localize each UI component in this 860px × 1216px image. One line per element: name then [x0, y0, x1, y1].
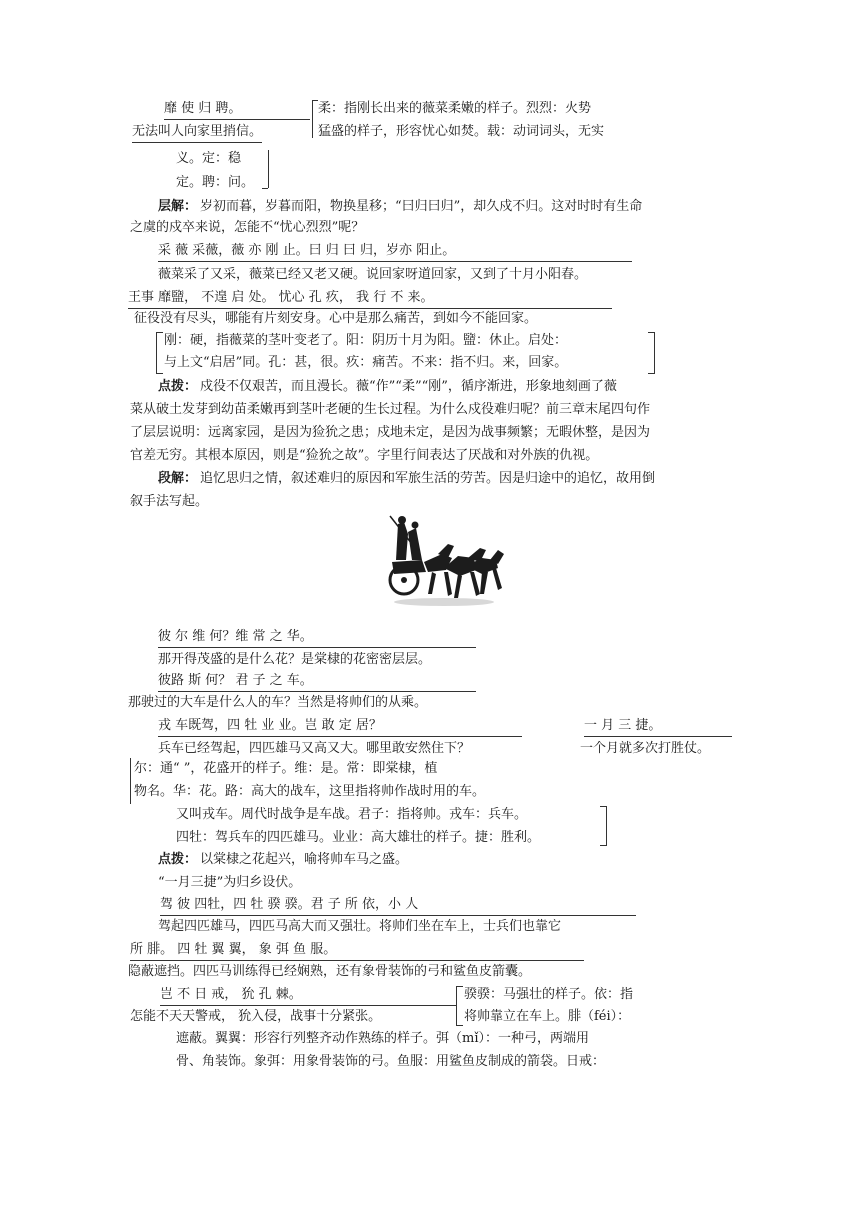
note-text: 猛盛的样子，形容忧心如焚。载：动词词头，无实 — [318, 124, 605, 139]
translation-line: 隐蔽遮挡。四匹马训练得已经娴熟，还有象骨装饰的弓和鲨鱼皮箭囊。 — [128, 964, 532, 979]
translation-line: 无法叫人向家里捎信。 — [132, 123, 262, 143]
verse-line: 彼 尔 维 何？维 常 之 华。 — [158, 628, 476, 648]
note-text: 尔：通“ ”，花盛开的样子。维：是。常：即棠棣，植 — [134, 761, 438, 776]
translation-line: 薇菜采了又采，薇菜已经又老又硬。说回家呀道回家，又到了十月小阳春。 — [158, 267, 588, 282]
paragraph-text: 叙手法写起。 — [130, 494, 209, 509]
note-bracket — [312, 100, 313, 138]
note-text: 四牡：驾兵车的四匹雄马。业业：高大雄壮的样子。捷：胜利。 — [176, 830, 541, 845]
verse-line: 彼路 斯 何？ 君 子 之 车。 — [158, 672, 476, 692]
verse-line: 王事 靡盬， 不遑 启 处。 忧心 孔 疚， 我 行 不 来。 — [128, 289, 612, 309]
note-text: 物名。华：花。路：高大的战车，这里指将帅作战时用的车。 — [134, 784, 486, 799]
section-label: 点拨： — [158, 852, 198, 867]
verse-line: 一 月 三 捷。 — [584, 717, 732, 737]
note-bracket — [268, 150, 269, 188]
translation-line: 那开得茂盛的是什么花？是棠棣的花密密层层。 — [158, 652, 432, 667]
note-text: 遮蔽。翼翼：形容行列整齐动作熟练的样子。弭（mǐ）：一种弓，两端用 — [176, 1031, 589, 1046]
note-bracket — [262, 188, 268, 189]
translation-line: 怎能不天天警戒， 狁入侵，战事十分紧张。 — [130, 1009, 382, 1024]
paragraph-text: 以棠棣之花起兴，喻将帅车马之盛。 — [200, 852, 409, 867]
translation-line: 一个月就多次打胜仗。 — [580, 741, 711, 756]
paragraph-text: 岁初而暮，岁暮而阳，物换星移；“曰归曰归”，却久戍不归。这对时时有生命 — [200, 199, 643, 214]
translation-line: 驾起四匹雄马，四匹马高大而又强壮。将帅们坐在车上，士兵们也靠它 — [158, 919, 562, 934]
note-text: 骙骙：马强壮的样子。依：指 — [464, 987, 634, 1002]
translation-line: 那驶过的大车是什么人的车？当然是将帅们的从乘。 — [128, 695, 428, 710]
note-bracket — [130, 758, 131, 804]
verse-line: 岂 不 日 戒， 狁 孔 棘。 — [160, 986, 456, 1006]
note-text: 定。聘：问。 — [176, 175, 255, 190]
note-text: 柔：指刚长出来的薇菜柔嫩的样子。烈烈：火势 — [318, 101, 592, 116]
note-text: 义。定：稳 — [176, 151, 242, 166]
paragraph-text: 菜从破土发芽到幼苗柔嫩再到茎叶老硬的生长过程。为什么戍役难归呢？前三章末尾四句作 — [130, 402, 651, 417]
note-bracket — [456, 986, 463, 1026]
translation-line: 兵车已经驾起，四匹雄马又高又大。哪里敢安然住下？ — [158, 741, 471, 756]
section-label: 层解： — [158, 199, 198, 214]
paragraph-text: 戍役不仅艰苦，而且漫长。薇“作”“柔”“刚”，循序渐进，形象地刻画了薇 — [200, 379, 617, 394]
paragraph-text: 了层层说明：远离家园，是因为猃狁之患；戍地未定，是因为战事频繁；无暇休整，是因为 — [130, 425, 651, 440]
note-text: 将帅靠立在车上。腓（féi）： — [464, 1009, 631, 1024]
verse-line: 所 腓。 四 牡 翼 翼， 象 弭 鱼 服。 — [130, 941, 584, 961]
verse-line: 靡 使 归 聘。 — [164, 100, 310, 120]
chariot-illustration — [382, 514, 506, 612]
verse-line: 驾 彼 四牡，四 牡 骙 骙。君 子 所 依，小 人 — [160, 896, 636, 916]
paragraph-text: “一月三捷”为归乡设伏。 — [158, 875, 302, 890]
note-text: 骨、角装饰。象弭：用象骨装饰的弓。鱼服：用鲨鱼皮制成的箭袋。日戒： — [176, 1054, 606, 1069]
note-text: 又叫戎车。周代时战争是车战。君子：指将帅。戎车：兵车。 — [176, 807, 528, 822]
translation-line: 征役没有尽头，哪能有片刻安身。心中是那么痛苦，到如今不能回家。 — [134, 311, 538, 326]
note-text: 与上文“启居”同。孔：甚，很。疚：痛苦。不来：指不归。来，回家。 — [164, 355, 568, 370]
note-bracket — [600, 806, 607, 846]
section-label: 点拨： — [158, 379, 198, 394]
section-label: 段解： — [158, 471, 198, 486]
verse-line: 戎 车既驾，四 牡 业 业。岂 敢 定 居？ — [158, 717, 522, 737]
note-bracket — [648, 332, 655, 374]
note-bracket — [156, 332, 163, 374]
paragraph-text: 官差无穷。其根本原因，则是“猃狁之故”。字里行间表达了厌战和对外族的仇视。 — [130, 448, 599, 463]
paragraph-text: 之虞的戍卒来说，怎能不“忧心烈烈”呢？ — [130, 220, 365, 235]
paragraph-text: 追忆思归之情，叙述难归的原因和军旅生活的劳苦。因是归途中的追忆，故用倒 — [200, 471, 656, 486]
verse-line: 采 薇 采薇，薇 亦 刚 止。曰 归 曰 归，岁亦 阳止。 — [158, 242, 632, 262]
note-text: 刚：硬，指薇菜的茎叶变老了。阳：阴历十月为阳。盬：休止。启处： — [164, 333, 568, 348]
